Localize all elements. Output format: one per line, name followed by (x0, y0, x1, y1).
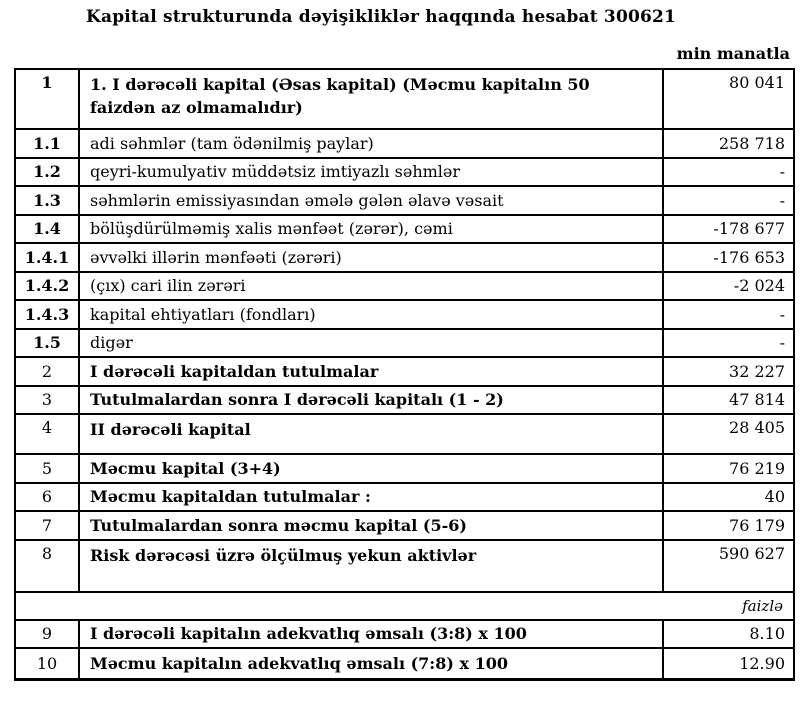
row-value: 590 627 (662, 541, 793, 591)
row-value: -178 677 (662, 216, 793, 243)
table-row-1-4-2 (16, 273, 793, 302)
unit-label: min manatla (676, 44, 790, 63)
table-row-1-5 (16, 330, 793, 359)
row-value: 40 (662, 484, 793, 511)
row-label: Məcmu kapital (3+4) (90, 458, 281, 478)
row-number: 1 (16, 70, 80, 128)
row-value: -176 653 (662, 244, 793, 271)
table-row-6 (16, 484, 793, 513)
row-value: -2 024 (662, 273, 793, 300)
row-number: 1.4.3 (16, 301, 80, 328)
table-row-1-3 (16, 187, 793, 216)
row-value: 28 405 (662, 415, 793, 453)
row-value: 47 814 (662, 387, 793, 414)
table-row-8 (16, 541, 793, 593)
row-value: - (662, 330, 793, 357)
row-value: 258 718 (662, 130, 793, 157)
row-number: 3 (16, 387, 80, 414)
row-number: 1.4.1 (16, 244, 80, 271)
row-label: Tutulmalardan sonra I dərəcəli kapitalı (1 - 2) (90, 390, 504, 410)
row-label: digər (90, 333, 133, 353)
row-value: 8.10 (662, 621, 793, 648)
row-label: Tutulmalardan sonra məcmu kapital (5-6) (90, 515, 467, 535)
table-row-3 (16, 387, 793, 416)
table-row-1-4 (16, 216, 793, 245)
row-number: 1.4.2 (16, 273, 80, 300)
table-row-4 (16, 415, 793, 455)
row-label: bölüşdürülməmiş xalis mənfəət (zərər), cəmi (90, 219, 453, 239)
row-number: 2 (16, 358, 80, 385)
row-number: 1.5 (16, 330, 80, 357)
row-number: 7 (16, 512, 80, 539)
row-label: qeyri-kumulyativ müddətsiz imtiyazlı səhmlər (90, 162, 461, 182)
table-row-9 (16, 621, 793, 650)
table-row-1-4-3 (16, 301, 793, 330)
row-number: 6 (16, 484, 80, 511)
table-row-7 (16, 512, 793, 541)
row-number: 1.3 (16, 187, 80, 214)
row-label: kapital ehtiyatları (fondları) (90, 304, 316, 324)
row-label: I dərəcəli kapitaldan tutulmalar (90, 361, 379, 381)
row-label: adi səhmlər (tam ödənilmiş paylar) (90, 133, 374, 153)
row-value: 32 227 (662, 358, 793, 385)
row-label: səhmlərin emissiyasından əmələ gələn əlavə vəsait (90, 190, 504, 210)
row-value: - (662, 159, 793, 186)
report-title: Kapital strukturunda dəyişikliklər haqqında hesabat 300621 (86, 7, 677, 27)
table-row-1-2 (16, 159, 793, 188)
table-row-10 (16, 649, 793, 678)
row-label-line2: faizdən az olmamalıdır) (90, 98, 303, 118)
percent-unit-row (16, 593, 793, 621)
row-label: Məcmu kapitalın adekvatlıq əmsalı (7:8) x 100 (90, 653, 508, 673)
row-label-line1: 1. I dərəcəli kapital (Əsas kapital) (Məcmu kapitalın 50 (90, 75, 590, 94)
row-value: 76 219 (662, 455, 793, 482)
row-number: 1.2 (16, 159, 80, 186)
row-number: 5 (16, 455, 80, 482)
table-row-2 (16, 358, 793, 387)
row-number: 4 (16, 415, 80, 453)
row-value: - (662, 301, 793, 328)
row-label: Risk dərəcəsi üzrə ölçülmuş yekun aktivlər (90, 545, 477, 565)
row-value: 76 179 (662, 512, 793, 539)
row-value: 80 041 (662, 70, 793, 128)
table-row-1-1 (16, 130, 793, 159)
row-label: (çıx) cari ilin zərəri (90, 276, 246, 296)
row-value: 12.90 (662, 649, 793, 678)
row-number: 10 (16, 649, 80, 678)
row-label: II dərəcəli kapital (90, 420, 251, 439)
table-row-1 (16, 70, 793, 130)
row-number: 1.1 (16, 130, 80, 157)
row-number: 9 (16, 621, 80, 648)
percent-unit-label: faizlə (742, 596, 783, 615)
row-number: 1.4 (16, 216, 80, 243)
table-row-1-4-1 (16, 244, 793, 273)
row-label: əvvəlki illərin mənfəəti (zərəri) (90, 247, 342, 267)
row-value: - (662, 187, 793, 214)
table-row-5 (16, 455, 793, 484)
row-label (80, 70, 662, 128)
row-label: Məcmu kapitaldan tutulmalar : (90, 487, 371, 507)
row-number: 8 (16, 541, 80, 591)
row-label: I dərəcəli kapitalın adekvatlıq əmsalı (3:8) x 100 (90, 624, 527, 644)
capital-structure-table (14, 68, 795, 681)
